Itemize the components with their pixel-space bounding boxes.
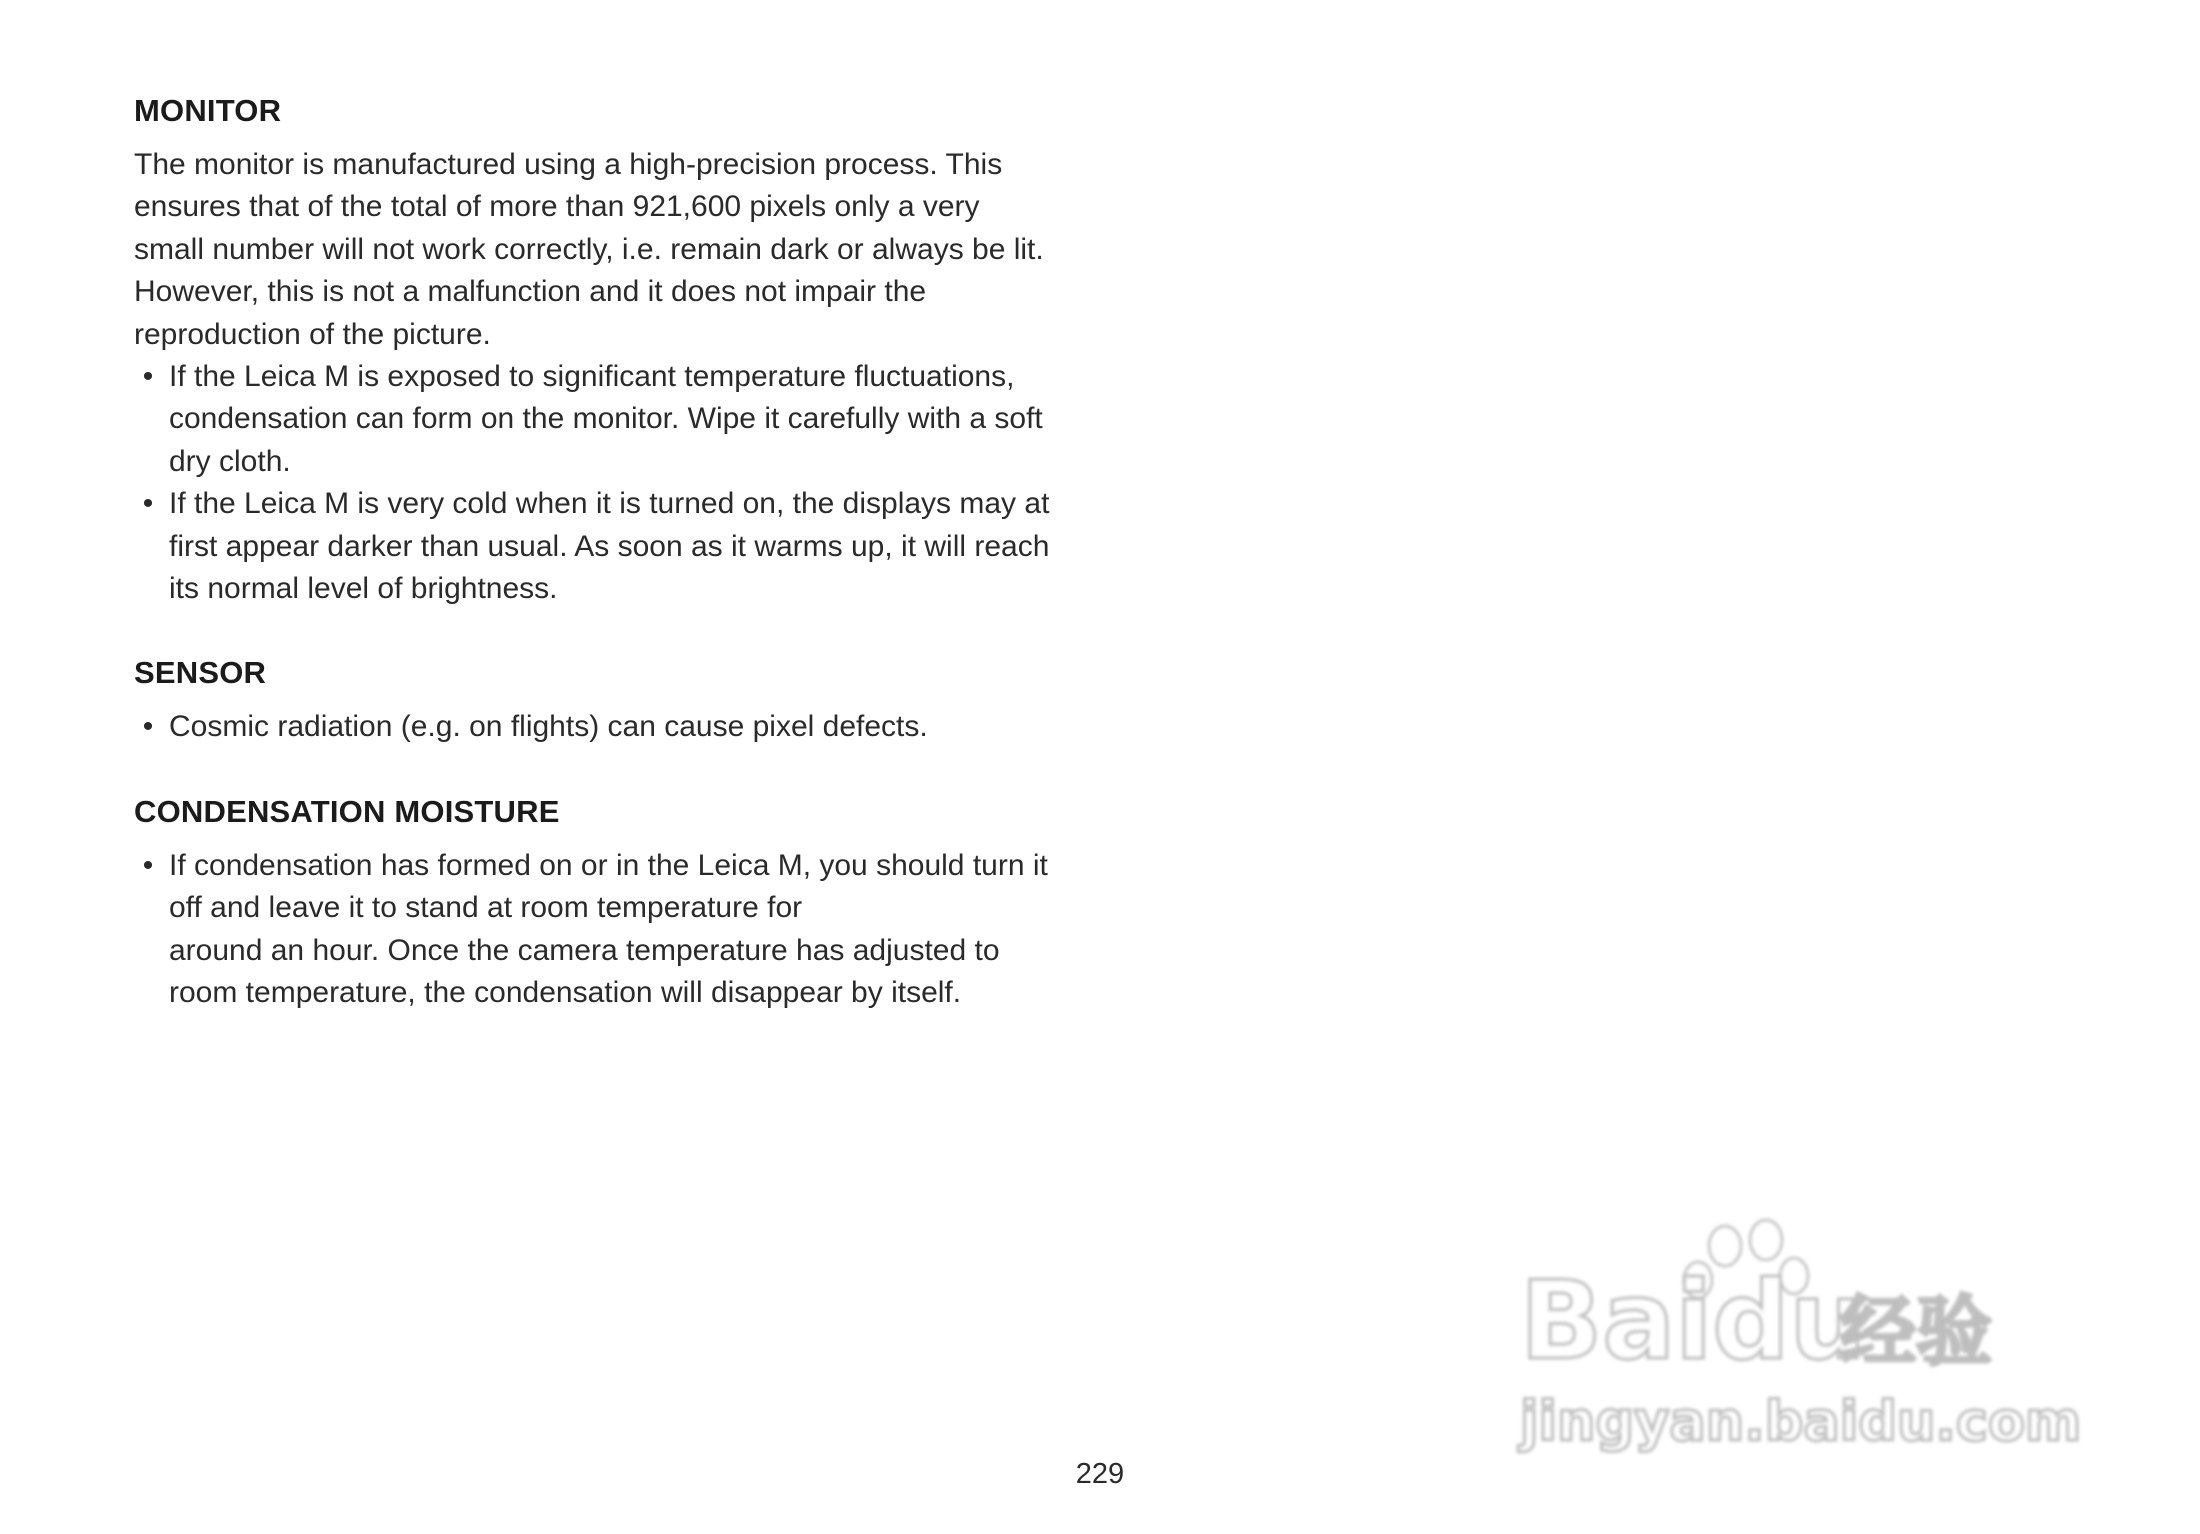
section-heading-monitor: MONITOR (134, 93, 282, 128)
bullet-list-monitor (134, 356, 1074, 610)
bullet-line: condensation can form on the monitor. Wipe it carefully with a soft (169, 402, 1043, 436)
section-monitor (134, 90, 1074, 610)
bullet-dot: • (142, 487, 154, 521)
paragraph-line: ensures that of the total of more than 921,600 pixels only a very (134, 190, 980, 224)
section-heading-sensor: SENSOR (134, 655, 267, 691)
bullet-line: first appear darker than usual. As soon as it warms up, it will reach (169, 529, 1050, 563)
section-paragraph-monitor (134, 144, 1074, 356)
watermark-url-text: jingyan.baidu.com (1520, 1390, 2082, 1453)
bullet-item (134, 483, 1074, 610)
bullet-line: around an hour. Once the camera temperature has adjusted to (169, 933, 1000, 967)
bullet-line: its normal level of brightness. (169, 572, 558, 606)
paragraph-line: The monitor is manufactured using a high-precision process. This (134, 148, 1003, 181)
bullet-line: If the Leica M is exposed to significant temperature fluctuations, (169, 360, 1015, 394)
bullet-dot: • (142, 848, 154, 882)
bullet-line: If the Leica M is very cold when it is turned on, the displays may at (169, 487, 1050, 521)
bullet-line: dry cloth. (169, 444, 291, 478)
bullet-line: Cosmic radiation (e.g. on flights) can cause pixel defects. (169, 710, 928, 744)
bullet-item (134, 706, 1074, 748)
section-condensation-moisture (134, 791, 1074, 1015)
bullet-dot: • (142, 710, 154, 744)
page-number: 229 (1075, 1458, 1125, 1490)
bullet-line: room temperature, the condensation will disappear by itself. (169, 976, 962, 1010)
paragraph-line: small number will not work correctly, i.e. remain dark or always be lit. (134, 232, 1044, 266)
bullet-item (134, 356, 1074, 483)
bullet-dot: • (142, 360, 154, 394)
watermark-brand-text: Baidu (1520, 1259, 1867, 1384)
watermark-brand-cn-text: 经验 (1840, 1287, 1992, 1376)
bullet-item (134, 845, 1074, 1015)
paragraph-line: reproduction of the picture. (134, 317, 491, 351)
bullet-line: off and leave it to stand at room temperature for (169, 891, 803, 925)
bullet-list-condensation (134, 845, 1074, 1015)
paragraph-line: However, this is not a malfunction and it does not impair the (134, 275, 927, 309)
section-heading-condensation-moisture: CONDENSATION MOISTURE (134, 793, 560, 829)
bullet-line: If condensation has formed on or in the Leica M, you should turn it (169, 848, 1048, 882)
baidu-jingyan-watermark-logo (1520, 1218, 2082, 1458)
manual-text-column (134, 90, 1074, 1015)
bullet-list-sensor (134, 706, 1074, 748)
section-sensor (134, 652, 1074, 748)
